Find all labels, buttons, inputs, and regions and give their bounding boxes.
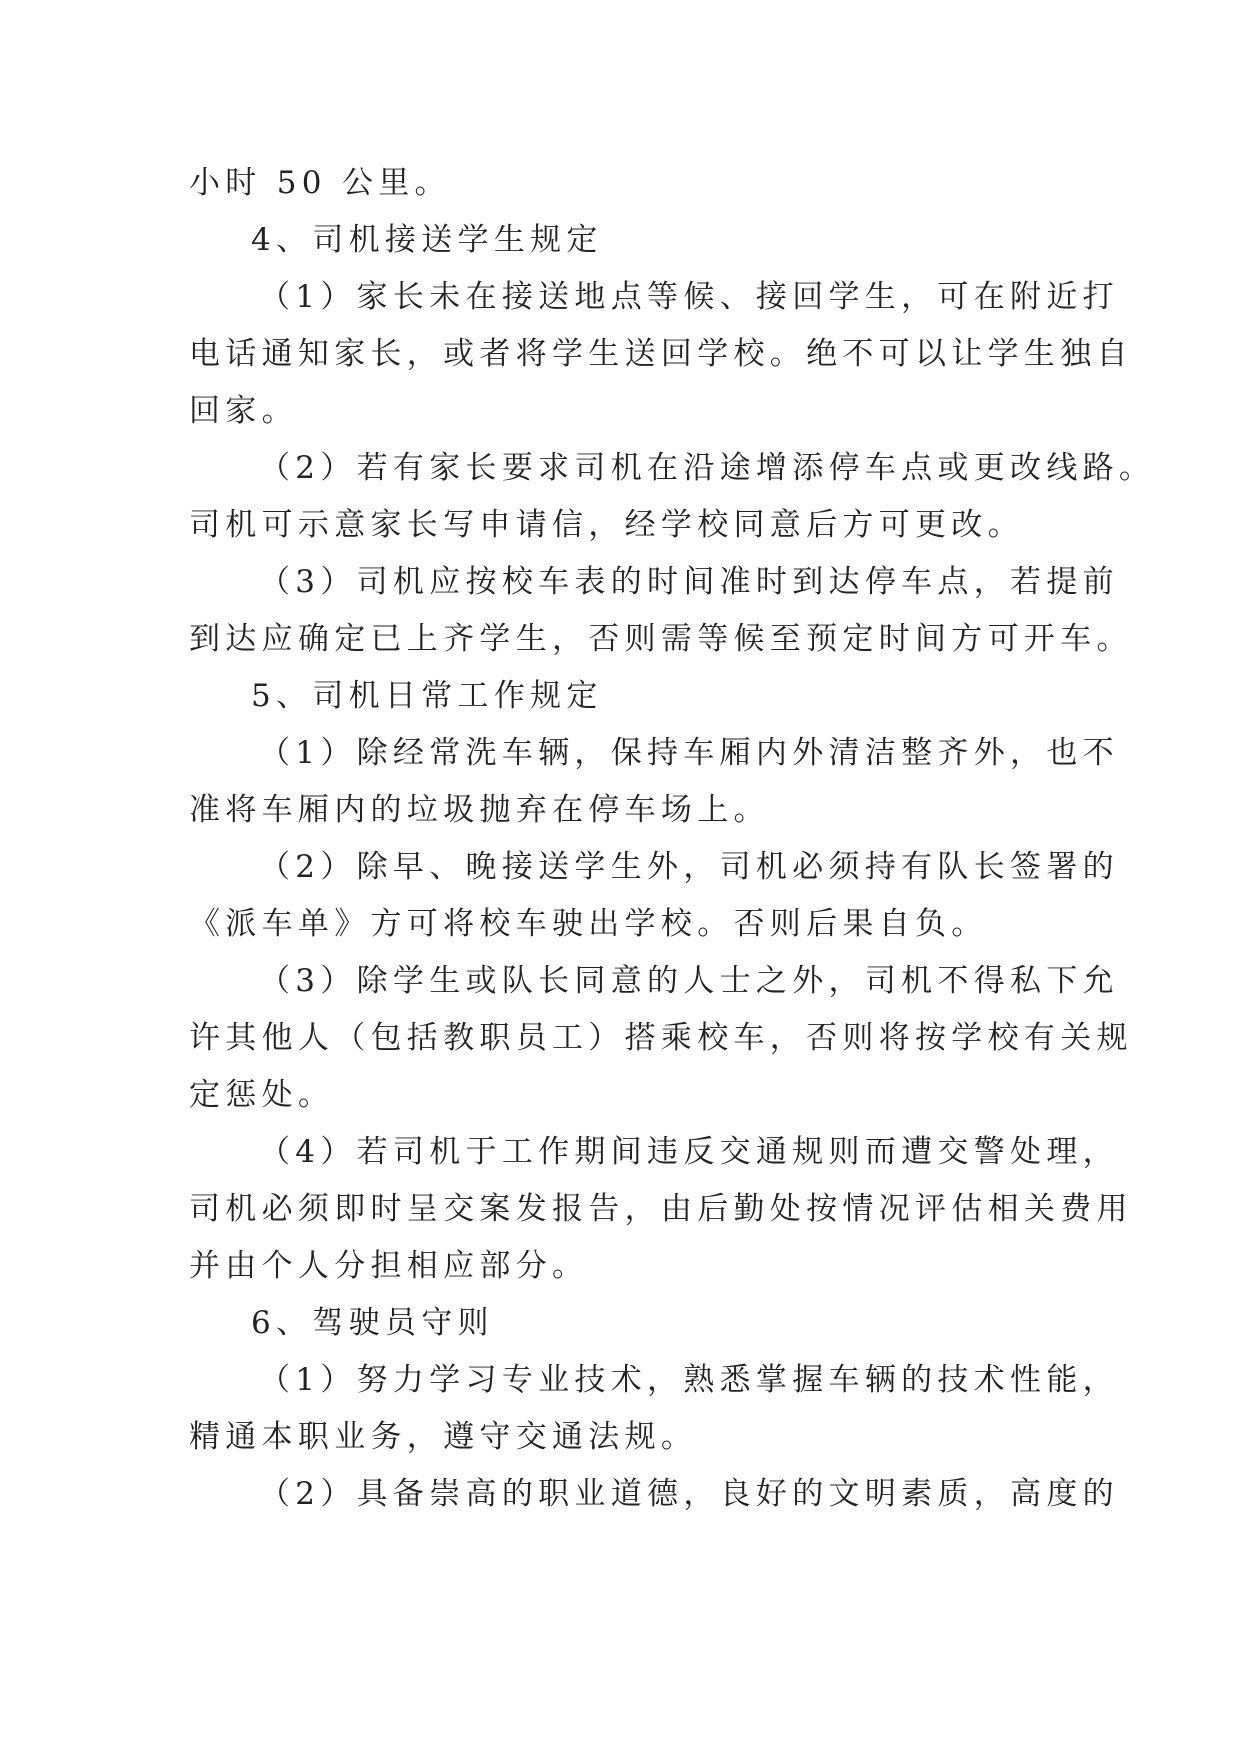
- section-heading-5: 5、司机日常工作规定: [251, 678, 603, 714]
- text-line: 司机必须即时呈交案发报告，由后勤处按情况评估相关费用: [189, 1191, 1133, 1227]
- text-line: （1）除经常洗车辆，保持车厢内外清洁整齐外，也不: [259, 735, 1119, 771]
- text-line: 定惩处。: [189, 1077, 335, 1113]
- text-line: 电话通知家长，或者将学生送回学校。绝不可以让学生独自: [189, 336, 1133, 372]
- text-line: （2）具备崇高的职业道德，良好的文明素质，高度的: [259, 1476, 1119, 1512]
- text-line: 准将车厢内的垃圾抛弃在停车场上。: [189, 792, 770, 828]
- text-line: （1）努力学习专业技术，熟悉掌握车辆的技术性能，: [259, 1362, 1119, 1398]
- text-line: 司机可示意家长写申请信，经学校同意后方可更改。: [189, 507, 1024, 543]
- text-line: （3）司机应按校车表的时间准时到达停车点，若提前: [259, 564, 1119, 600]
- text-line: 回家。: [189, 393, 298, 429]
- section-heading-4: 4、司机接送学生规定: [251, 222, 603, 258]
- text-line: 《派车单》方可将校车驶出学校。否则后果自负。: [189, 906, 988, 942]
- text-line: （2）除早、晚接送学生外，司机必须持有队长签署的: [259, 849, 1119, 885]
- text-line: 并由个人分担相应部分。: [189, 1248, 589, 1284]
- text-line: 小时 50 公里。: [189, 165, 451, 201]
- text-line: （2）若有家长要求司机在沿途增添停车点或更改线路。: [259, 450, 1156, 486]
- text-line: （3）除学生或队长同意的人士之外，司机不得私下允: [259, 963, 1119, 999]
- text-line: 许其他人（包括教职员工）搭乘校车，否则将按学校有关规: [189, 1020, 1133, 1056]
- text-line: 到达应确定已上齐学生，否则需等候至预定时间方可开车。: [189, 621, 1133, 657]
- text-line: （1）家长未在接送地点等候、接回学生，可在附近打: [259, 279, 1119, 315]
- text-line: 精通本职业务，遵守交通法规。: [189, 1419, 698, 1455]
- section-heading-6: 6、驾驶员守则: [251, 1305, 494, 1341]
- text-line: （4）若司机于工作期间违反交通规则而遭交警处理，: [259, 1134, 1119, 1170]
